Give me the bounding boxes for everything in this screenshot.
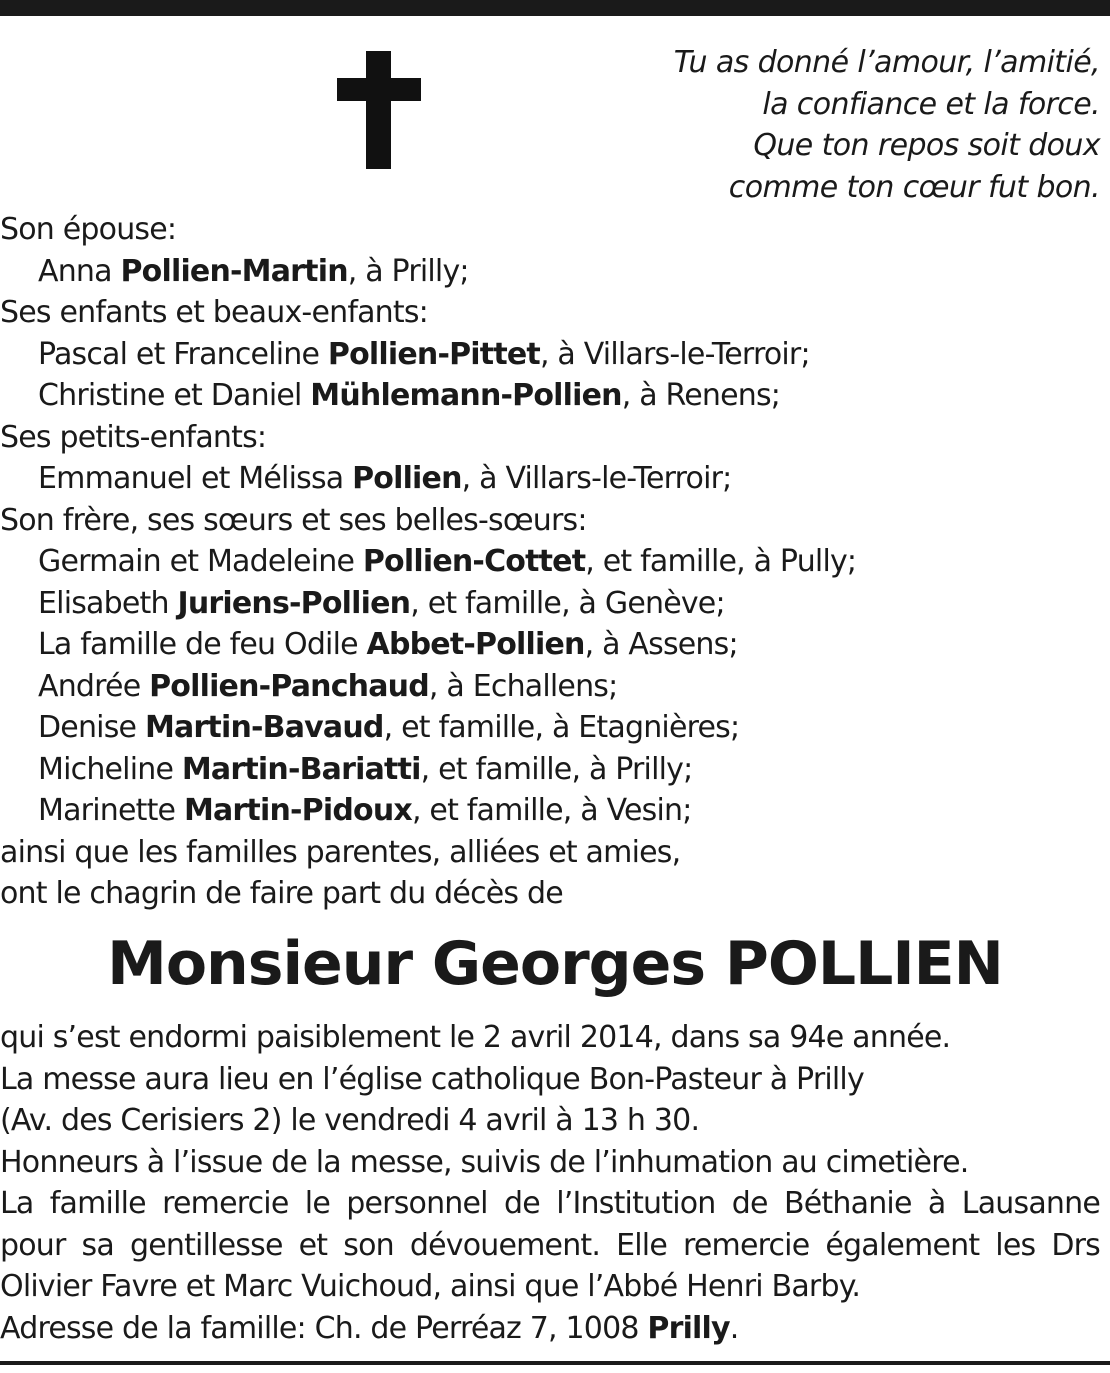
- spouse-entry: Anna Pollien-Martin, à Prilly;: [38, 253, 469, 289]
- poem-line: Tu as donné l’amour, l’amitié,: [673, 45, 1100, 80]
- cross-icon: [337, 51, 421, 169]
- grandchildren-entry: Emmanuel et Mélissa Pollien, à Villars-le-Terroir;: [38, 461, 732, 496]
- poem: [580, 42, 1100, 208]
- top-rule: [0, 0, 1110, 16]
- siblings-entry: Andrée Pollien-Panchaud, à Echallens;: [38, 668, 618, 704]
- family-address: Adresse de la famille: Ch. de Perréaz 7, 1008 Prilly.: [0, 1310, 739, 1346]
- poem-line: Que ton repos soit doux: [753, 128, 1100, 163]
- details-line: La messe aura lieu en l’église catholique Bon-Pasteur à Prilly: [0, 1061, 864, 1097]
- details-line: La famille remercie le personnel de l’Institution de Béthanie à Lausanne: [0, 1186, 1100, 1221]
- siblings-entry: Marinette Martin-Pidoux, et famille, à Vesin;: [38, 793, 692, 828]
- bottom-rule: [0, 1361, 1110, 1365]
- details-line: Olivier Favre et Marc Vuichoud, ainsi que l’Abbé Henri Barby.: [0, 1269, 861, 1304]
- details-line: (Av. des Cerisiers 2) le vendredi 4 avril à 13 h 30.: [0, 1103, 700, 1138]
- siblings-entry: Germain et Madeleine Pollien-Cottet, et famille, à Pully;: [38, 544, 857, 579]
- details: [0, 1017, 1100, 1349]
- siblings-entry: La famille de feu Odile Abbet-Pollien, à Assens;: [38, 627, 738, 662]
- children-entry: Pascal et Franceline Pollien-Pittet, à Villars-le-Terroir;: [38, 336, 810, 372]
- details-line: Honneurs à l’issue de la messe, suivis de l’inhumation au cimetière.: [0, 1144, 969, 1180]
- siblings-entry: Micheline Martin-Bariatti, et famille, à Prilly;: [38, 751, 693, 787]
- details-line: pour sa gentillesse et son dévouement. Elle remercie également les Drs: [0, 1227, 1100, 1263]
- poem-line: la confiance et la force.: [762, 86, 1100, 122]
- details-line: qui s’est endormi paisiblement le 2 avril 2014, dans sa 94e année.: [0, 1020, 951, 1055]
- siblings-heading: Son frère, ses sœurs et ses belles-sœurs:: [0, 502, 587, 538]
- siblings-entry: Elisabeth Juriens-Pollien, et famille, à Genève;: [38, 585, 725, 621]
- children-entry: Christine et Daniel Mühlemann-Pollien, à Renens;: [38, 378, 781, 413]
- closing-line: ainsi que les familles parentes, alliées et amies,: [0, 834, 681, 870]
- deceased-name: Monsieur Georges POLLIEN: [107, 929, 1003, 999]
- family-list: [0, 209, 1100, 915]
- poem-line: comme ton cœur fut bon.: [728, 169, 1100, 205]
- closing-line: ont le chagrin de faire part du décès de: [0, 876, 563, 911]
- grandchildren-heading: Ses petits-enfants:: [0, 419, 267, 455]
- children-heading: Ses enfants et beaux-enfants:: [0, 295, 428, 330]
- siblings-entry: Denise Martin-Bavaud, et famille, à Etagnières;: [38, 710, 740, 745]
- spouse-heading: Son épouse:: [0, 212, 177, 247]
